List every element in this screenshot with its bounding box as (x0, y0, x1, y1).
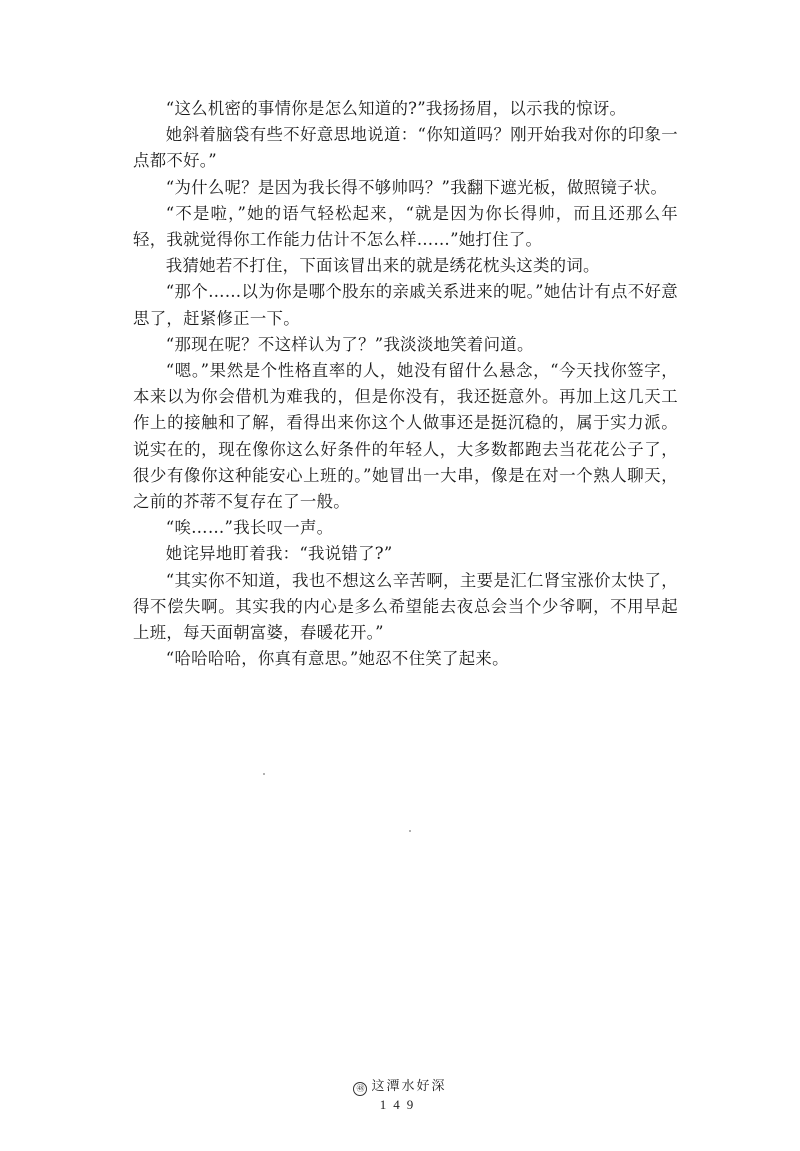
paragraph: 我猜她若不打住，下面该冒出来的就是绣花枕头这类的词。 (165, 256, 600, 276)
paragraph: “为什么呢？是因为我长得不够帅吗？”我翻下遮光板，做照镜子状。 (165, 177, 668, 197)
scan-speck (263, 773, 265, 775)
page-number: 149 (379, 1097, 421, 1112)
paragraph: “唉……”我长叹一声。 (165, 518, 334, 538)
book-title: 这潭水好深 (371, 1079, 447, 1094)
chapter-text (133, 96, 678, 672)
paragraph: “那现在呢？不这样认为了？”我淡淡地笑着问道。 (165, 334, 534, 354)
paragraph: “嗯。”果然是个性格直率的人，她没有留什么悬念，“今天找你签字，本来以为你会借机为难我的，但是你没有，我还挺意外。再加上这几天工作上的接触和了解，看得出来你这个人做事还是挺沉稳的，属于实力派。说实在的，现在像你这么好条件的年轻人，大多数都跑去当花花公子了，很少有像你这种能安心上班的。”她冒出一大串，像是在对一个熟人聊天，之前的芥蒂不复存在了一般。 (133, 361, 678, 512)
paragraph: “这么机密的事情你是怎么知道的?”我扬扬眉，以示我的惊讶。 (165, 99, 627, 118)
paragraph: 她斜着脑袋有些不好意思地说道：“你知道吗？刚开始我对你的印象一点都不好。” (133, 125, 678, 171)
paragraph: “哈哈哈哈，你真有意思。”她忍不住笑了起来。 (165, 649, 509, 669)
paragraph: “不是啦，”她的语气轻松起来，“就是因为你长得帅，而且还那么年轻，我就觉得你工作能力估计不怎么样……”她打住了。 (133, 203, 678, 250)
running-footer-title (0, 1075, 800, 1096)
paragraph: “其实你不知道，我也不想这么辛苦啊，主要是汇仁肾宝涨价太快了，得不偿失啊。其实我的内心是多么希望能去夜总会当个少爷啊，不用早起上班，每天面朝富婆，春暖花开。” (133, 570, 678, 643)
paragraph: “那个……以为你是哪个股东的亲戚关系进来的呢。”她估计有点不好意思了，赶紧修正一下。 (133, 282, 678, 328)
chapter-mark-icon: ㊽ (353, 1082, 367, 1096)
scan-speck (409, 830, 411, 832)
paragraph: 她诧异地盯着我：“我说错了?” (165, 544, 393, 564)
